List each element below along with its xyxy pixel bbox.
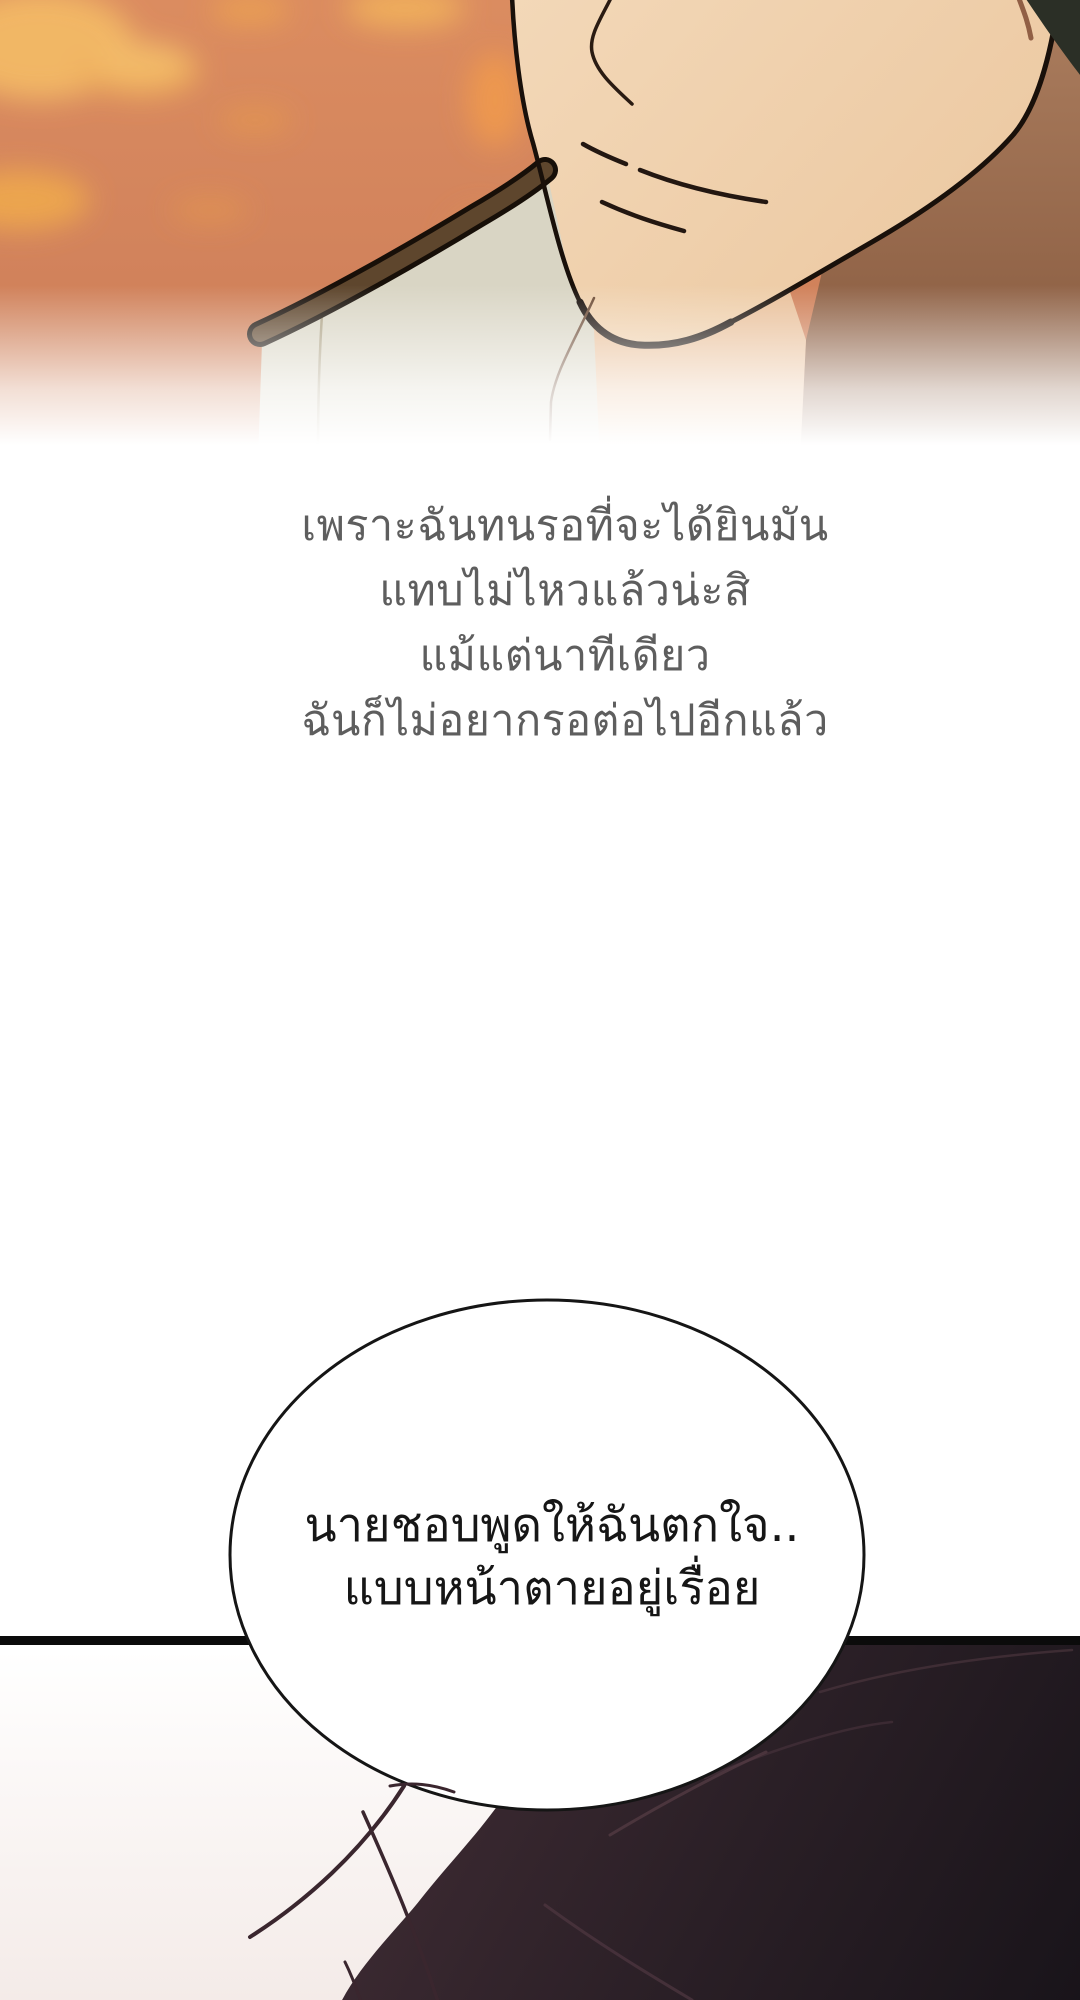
narration-line-3: แม้แต่นาทีเดียว (419, 631, 711, 681)
narration-text (215, 494, 915, 754)
narration-line-2: แทบไม่ไหวแล้วน่ะสิ (379, 566, 751, 616)
white-fade (0, 250, 1080, 460)
speech-bubble-line-1: นายชอบพูดให้ฉันตกใจ.. (304, 1498, 800, 1553)
speech-bubble-line-2: แบบหน้าตายอยู่เรื่อย (343, 1561, 761, 1616)
narration-line-1: เพราะฉันทนรอที่จะได้ยินมัน (301, 501, 829, 551)
speech-bubble-text (202, 1494, 902, 1620)
narration-line-4: ฉันก็ไม่อยากรอต่อไปอีกแล้ว (301, 696, 829, 746)
top-panel-artwork (0, 0, 1080, 460)
bottom-panel-artwork (0, 1300, 1080, 2000)
